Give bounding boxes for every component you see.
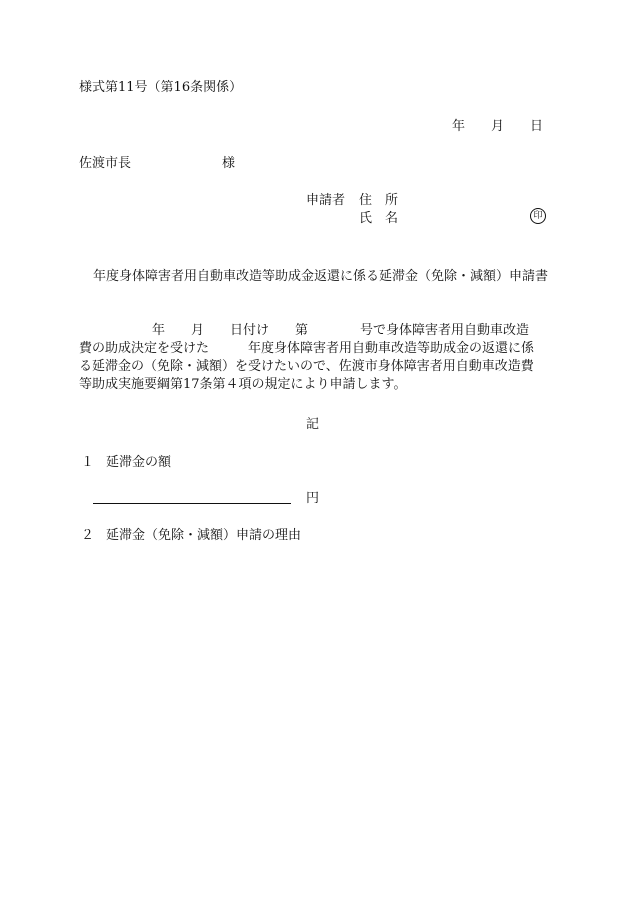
seal-mark: 印 — [530, 208, 546, 224]
form-label: 様式第11号（第16条関係） — [79, 80, 243, 95]
body-line-4: 等助成実施要綱第17条第４項の規定により申請します。 — [79, 377, 407, 392]
amount-blank-line — [93, 503, 291, 504]
item-1-label: 延滞金の額 — [106, 455, 172, 470]
item-2-number: ２ — [81, 528, 95, 543]
applicant-label: 申請者 — [306, 193, 346, 208]
body-line-2: 費の助成決定を受けた 年度身体障害者用自動車改造等助成金の返還に係 — [79, 341, 535, 356]
document-title: 年度身体障害者用自動車改造等助成金返還に係る延滞金（免除・減額）申請書 — [93, 269, 549, 284]
item-1-number: １ — [81, 455, 95, 470]
date-line: 年 月 日 — [452, 119, 544, 134]
addressee: 佐渡市長 様 — [79, 156, 236, 171]
ki-heading: 記 — [306, 417, 320, 432]
body-line-3: る延滞金の（免除・減額）を受けたいので、佐渡市身体障害者用自動車改造費 — [79, 359, 534, 374]
address-label: 住 所 — [359, 193, 399, 208]
amount-unit: 円 — [306, 491, 320, 506]
body-line-1: 年 月 日付け 第 号で身体障害者用自動車改造 — [152, 323, 530, 338]
item-2-label: 延滞金（免除・減額）申請の理由 — [106, 528, 302, 543]
name-label: 氏 名 — [359, 211, 399, 226]
